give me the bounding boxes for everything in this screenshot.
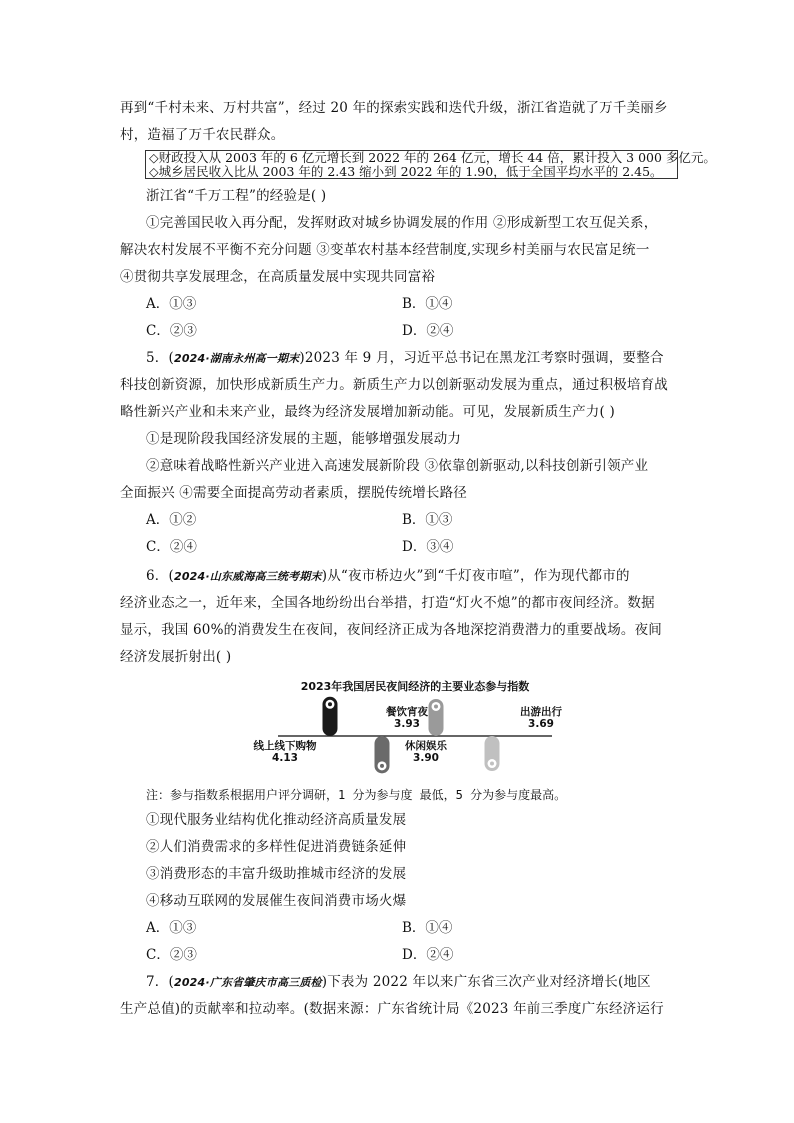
q6-line-1 (146, 563, 680, 590)
chart-label-3 (506, 706, 576, 730)
chart-category-label: 出游出行 (520, 706, 562, 718)
chart-bar-icon-dot-3 (490, 762, 494, 766)
q5-option-b[interactable]: B．①③ (402, 512, 453, 528)
q7-text-1: )下表为 2022 年以来广东省三次产业对经济增长(地区 (321, 974, 651, 990)
q6-option-c[interactable]: C．②③ (146, 947, 197, 963)
q5-option-d[interactable]: D．③④ (402, 539, 454, 555)
q4-option-d[interactable]: D．②④ (402, 323, 454, 339)
night-economy-chart (253, 678, 562, 778)
q7-source: 2024·广东省肇庆市高三质检 (173, 976, 322, 989)
chart-label-2 (391, 740, 461, 764)
q5-number: 5．( (146, 350, 174, 366)
q5-statement-1: ①是现阶段我国经济发展的主题，能够增强发展动力 (146, 431, 462, 447)
chart-bar-icon-dot-0 (328, 702, 332, 706)
q5-source: 2024·湖南永州高一期末 (173, 352, 300, 365)
q7-line-1 (146, 969, 680, 996)
q6-statement-2: ②人们消费需求的多样性促进消费链条延伸 (146, 839, 407, 855)
chart-label-1 (372, 706, 442, 730)
q5-line-1 (146, 345, 680, 372)
chart-value-label: 3.90 (413, 752, 439, 764)
q5-option-c[interactable]: C．②④ (146, 539, 197, 555)
q5-statement-3: 全面振兴 ④需要全面提高劳动者素质，摆脱传统增长路径 (120, 485, 467, 501)
chart-category-label: 休闲娱乐 (405, 740, 447, 752)
chart-label-0 (250, 740, 320, 764)
data-box (145, 150, 716, 179)
chart-category-label: 餐饮宵夜 (386, 706, 428, 718)
intro-line-1: 再到“千村未来、万村共富”，经过 20 年的探索实践和迭代升级，浙江省造就了万千美丽乡 (120, 100, 668, 116)
q4-option-c[interactable]: C．②③ (146, 323, 197, 339)
q6-option-d[interactable]: D．②④ (402, 947, 454, 963)
q5-line-2: 科技创新资源，加快形成新质生产力。新质生产力以创新驱动发展为重点，通过积极培育战 (120, 377, 668, 393)
q5-statement-2: ②意味着战略性新兴产业进入高速发展新阶段 ③依靠创新驱动,以科技创新引领产业 (146, 458, 649, 474)
chart-title: 2023年我国居民夜间经济的主要业态参与指数 (300, 680, 530, 693)
q6-option-b[interactable]: B．①④ (402, 920, 453, 936)
q4-option-b[interactable]: B．①④ (402, 296, 453, 312)
chart-value-label: 4.13 (272, 752, 298, 764)
q4-option-a[interactable]: A．①③ (146, 296, 197, 312)
q6-text-1: )从“夜市桥边火”到“千灯夜市喧”，作为现代都市的 (321, 568, 630, 584)
intro-line-2: 村，造福了万千农民群众。 (120, 127, 285, 143)
q5-option-a[interactable]: A．①② (146, 512, 197, 528)
chart-value-label: 3.93 (394, 718, 420, 730)
q5-text-1: )2023 年 9 月，习近平总书记在黑龙江考察时强调，要整合 (299, 350, 664, 366)
q4-statement-2: 解决农村发展不平衡不充分问题 ③变革农村基本经营制度,实现乡村美丽与农民富足统一 (120, 242, 650, 258)
q6-line-3: 显示，我国 60%的消费发生在夜间，夜间经济正成为各地深挖消费潜力的重要战场。夜间 (120, 622, 662, 638)
q6-line-4: 经济发展折射出( ) (120, 649, 232, 665)
q6-statement-4: ④移动互联网的发展催生夜间消费市场火爆 (146, 893, 407, 909)
chart-note: 注：参与指数系根据用户评分调研，1 分为参与度 最低，5 分为参与度最高。 (146, 788, 567, 802)
q7-line-2: 生产总值)的贡献率和拉动率。(数据来源：广东省统计局《2023 年前三季度广东经济运行 (120, 1001, 664, 1017)
q4-stem: 浙江省“千万工程”的经验是( ) (146, 188, 327, 204)
box-line-1: ◇财政投入从 2003 年的 6 亿元增长到 2022 年的 264 亿元，增长 44 倍，累计投入 3 000 多亿元。 (149, 150, 716, 165)
q6-statement-1: ①现代服务业结构优化推动经济高质量发展 (146, 812, 407, 828)
q6-source: 2024·山东威海高三统考期末 (173, 570, 322, 583)
q4-statement-3: ④贯彻共享发展理念，在高质量发展中实现共同富裕 (120, 269, 436, 285)
chart-bar-icon-dot-1 (380, 764, 384, 768)
q6-number: 6．( (146, 568, 174, 584)
chart-value-label: 3.69 (528, 718, 554, 730)
q6-option-a[interactable]: A．①③ (146, 920, 197, 936)
chart-category-label: 线上线下购物 (253, 740, 317, 752)
box-line-2: ◇城乡居民收入比从 2003 年的 2.43 缩小到 2022 年的 1.90，低于全国平均水平的 2.45。 (149, 163, 663, 179)
q7-number: 7．( (146, 974, 174, 990)
q6-statement-3: ③消费形态的丰富升级助推城市经济的发展 (146, 866, 407, 882)
q4-statement-1: ①完善国民收入再分配，发挥财政对城乡协调发展的作用 ②形成新型工农互促关系， (146, 215, 658, 231)
q6-line-2: 经济业态之一，近年来，全国各地纷纷出台举措，打造“灯火不熄”的都市夜间经济。数据 (120, 595, 655, 611)
q5-line-3: 略性新兴产业和未来产业，最终为经济发展增加新动能。可见，发展新质生产力( ) (120, 404, 615, 420)
